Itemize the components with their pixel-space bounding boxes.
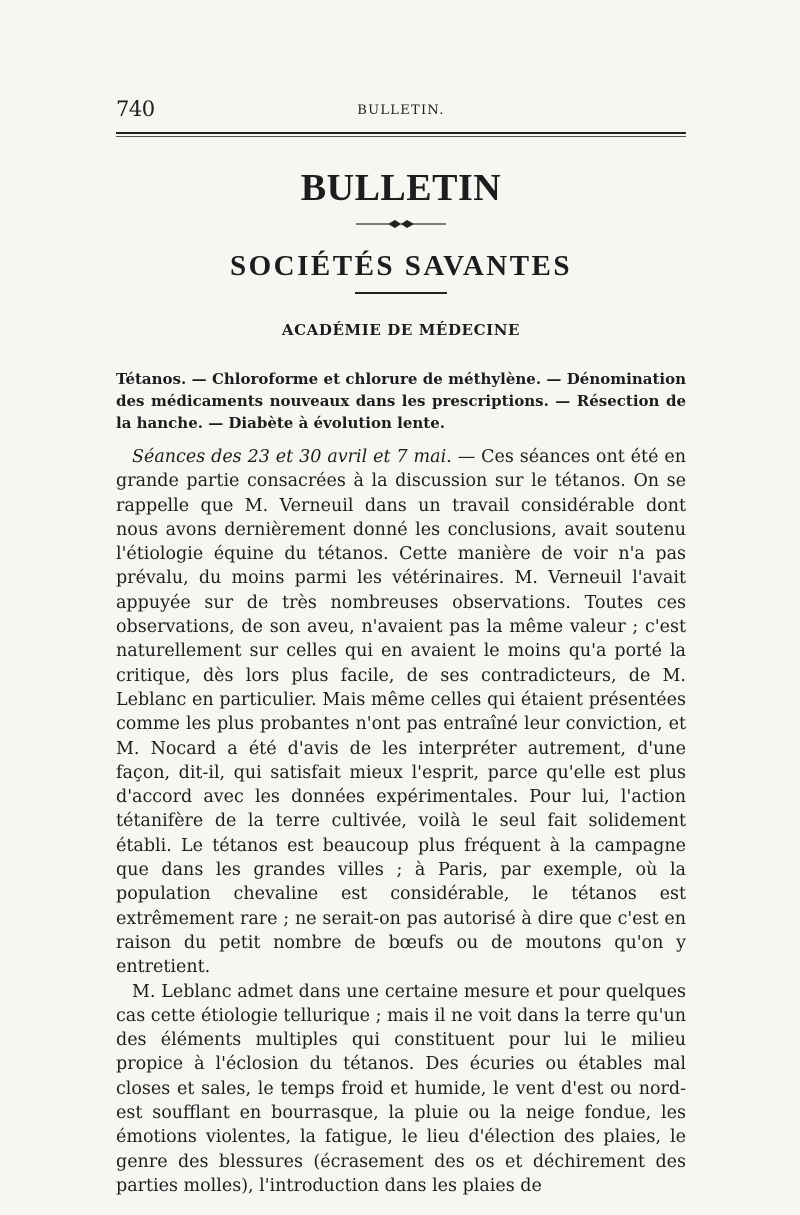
subtitle-rule <box>355 292 447 294</box>
academy-heading: ACADÉMIE DE MÉDECINE <box>281 321 521 339</box>
article-body <box>116 445 686 1198</box>
section-title: BULLETIN <box>300 167 502 209</box>
paragraph-1-text: — Ces séances ont été en grande partie consacrées à la discussion sur le tétanos. On se rappelle que M. Verneuil dans un travail considérable dont nous avons dernièrement donné les conclusions, avait soutenu l'étiologie équine du tétanos. Cette manière de voir n'a pas prévalu, du moins parmi les vétérinaires. M. Verneuil l'avait appuyée sur de très nombreuses observations. Toutes ces observations, de son aveu, n'avaient pas la même valeur ; c'est naturellement sur celles qui en avaient le moins qu'a porté la critique, dès lors plus facile, de ses contradicteurs, de M. Leblanc en particulier. Mais même celles qui étaient présentées comme les plus probantes n'ont pas entraîné leur conviction, et M. Nocard a été d'avis de les interpréter autrement, d'une façon, dit-il, qui satisfait mieux l'esprit, parce qu'elle est plus d'accord avec les données expérimentales. Pour lui, l'action tétanifère de la terre cultivée, voilà le seul fait solidement établi. Le tétanos est beaucoup plus fréquent à la campagne que dans les grandes villes ; à Paris, par exemple, où la population chevaline est considérable, le tétanos est extrêmement rare ; ne serait-on pas autorisé à dire que c'est en raison du petit nombre de bœufs ou de moutons qu'on y entretient. <box>116 447 686 978</box>
header-rule-thin <box>116 136 686 137</box>
session-date: Séances des 23 et 30 avril et 7 mai. <box>132 447 452 467</box>
paragraph-2: M. Leblanc admet dans une certaine mesure et pour quelques cas cette étiologie tellurique ; mais il ne voit dans la terre qu'un des éléments multiples qui constituent pour lui le milieu propice à l'éclosion du tétanos. Des écuries ou étables mal closes et sales, le temps froid et humide, le vent d'est ou nord-est soufflant en bourrasque, la pluie ou la neige fondue, les émotions violentes, la fatigue, le lieu d'élection des plaies, le genre des blessures (écrasement des os et déchirement des parties molles), l'introduction dans les plaies de <box>116 981 686 1196</box>
paragraph-1 <box>116 445 686 980</box>
ornament-divider-icon <box>356 219 446 229</box>
section-subtitle: SOCIÉTÉS SAVANTES <box>229 250 573 282</box>
running-head <box>116 97 686 127</box>
header-rule-thick <box>116 132 686 134</box>
header-double-rule <box>116 130 686 138</box>
running-title: BULLETIN. <box>357 103 445 118</box>
article-summary: Tétanos. — Chloroforme et chlorure de méthylène. — Dénomination des médicaments nouveaux dans les prescriptions. — Résection de la hanche. — Diabète à évolution lente. <box>116 370 686 432</box>
page-number: 740 <box>116 97 155 121</box>
